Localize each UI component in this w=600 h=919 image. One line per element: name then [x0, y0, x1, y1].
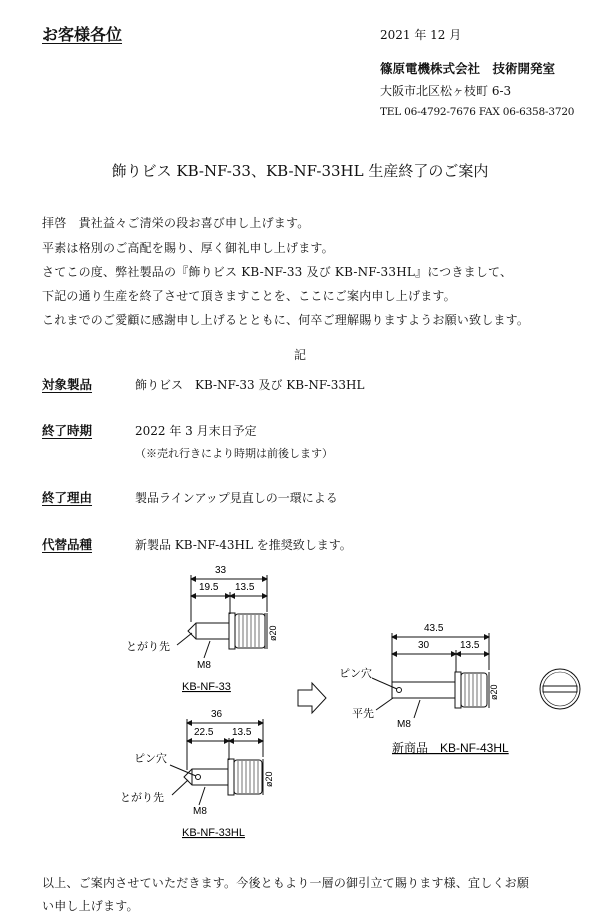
kb43hl-name: 新商品 KB-NF-43HL: [392, 741, 509, 755]
kb33hl-right-dim: 13.5: [232, 727, 252, 738]
target-value: 飾りビス KB-NF-33 及び KB-NF-33HL: [135, 378, 365, 392]
kb43hl-thread: M8: [397, 719, 411, 730]
kb33-dia: ø20: [268, 625, 278, 641]
company-address: 大阪市北区松ヶ枝町 6-3: [380, 84, 512, 98]
kb33hl-left-dim: 22.5: [194, 727, 214, 738]
document-title: 飾りビス KB-NF-33、KB-NF-33HL 生産終了のご案内: [111, 162, 489, 180]
kb33-left-dim: 19.5: [199, 582, 219, 593]
company-tel-fax: TEL 06-4792-7676 FAX 06-6358-3720: [380, 106, 575, 118]
arrow-icon: [298, 683, 326, 713]
kb33hl-tip-label: とがり先: [120, 792, 164, 804]
kb33hl-dia: ø20: [264, 771, 274, 787]
closing-line: い申し上げます。: [42, 899, 139, 913]
end-time-value: 2022 年 3 月末日予定: [135, 424, 257, 438]
body-line: 拝啓 貴社益々ご清栄の段お喜び申し上げます。: [42, 216, 310, 230]
kb33-thread: M8: [197, 660, 211, 671]
replacement-value: 新製品 KB-NF-43HL を推奨致します。: [135, 538, 352, 552]
kb33-name: KB-NF-33: [182, 681, 231, 693]
body-line: これまでのご愛顧に感謝申し上げるとともに、何卒ご理解賜りますようお願い致します。: [42, 313, 530, 327]
kb43hl-dia: ø20: [489, 684, 499, 700]
kb33hl-thread: M8: [193, 806, 207, 817]
addressee: お客様各位: [42, 25, 123, 44]
kb43hl-right-dim: 13.5: [460, 640, 480, 651]
kb43hl-pin-label: ピン穴: [339, 668, 372, 680]
kb43hl-total-dim: 43.5: [424, 623, 444, 634]
company-name: 篠原電機株式会社 技術開発室: [380, 61, 556, 76]
replacement-label: 代替品種: [42, 537, 93, 552]
reason-value: 製品ラインアップ見直しの一環による: [135, 491, 338, 505]
kb33-total-dim: 33: [215, 565, 227, 576]
target-label: 対象製品: [42, 377, 93, 392]
kb43hl-left-dim: 30: [418, 640, 430, 651]
end-time-label: 終了時期: [42, 423, 93, 438]
body-line: さてこの度、弊社製品の『飾りビス KB-NF-33 及び KB-NF-33HL』につきまして、: [42, 265, 513, 279]
closing-line: 以上、ご案内させていただきます。今後ともより一層の御引立て賜ります様、宜しくお願: [42, 876, 530, 890]
body-line: 下記の通り生産を終了させて頂きますことを、ここにご案内申し上げます。: [42, 289, 456, 303]
kb33-tip-label: とがり先: [126, 641, 170, 653]
body-line: 平素は格別のご高配を賜り、厚く御礼申し上げます。: [42, 241, 334, 255]
kb33hl-pin-label: ピン穴: [134, 753, 167, 765]
kb33hl-name: KB-NF-33HL: [182, 827, 245, 839]
date: 2021 年 12 月: [380, 28, 462, 42]
end-time-note: （※売れ行きにより時期は前後します）: [135, 447, 333, 460]
ki-heading: 記: [293, 348, 306, 362]
kb33hl-total-dim: 36: [211, 709, 223, 720]
kb33-right-dim: 13.5: [235, 582, 255, 593]
reason-label: 終了理由: [42, 490, 93, 505]
kb43hl-flat-label: 平先: [352, 708, 374, 720]
